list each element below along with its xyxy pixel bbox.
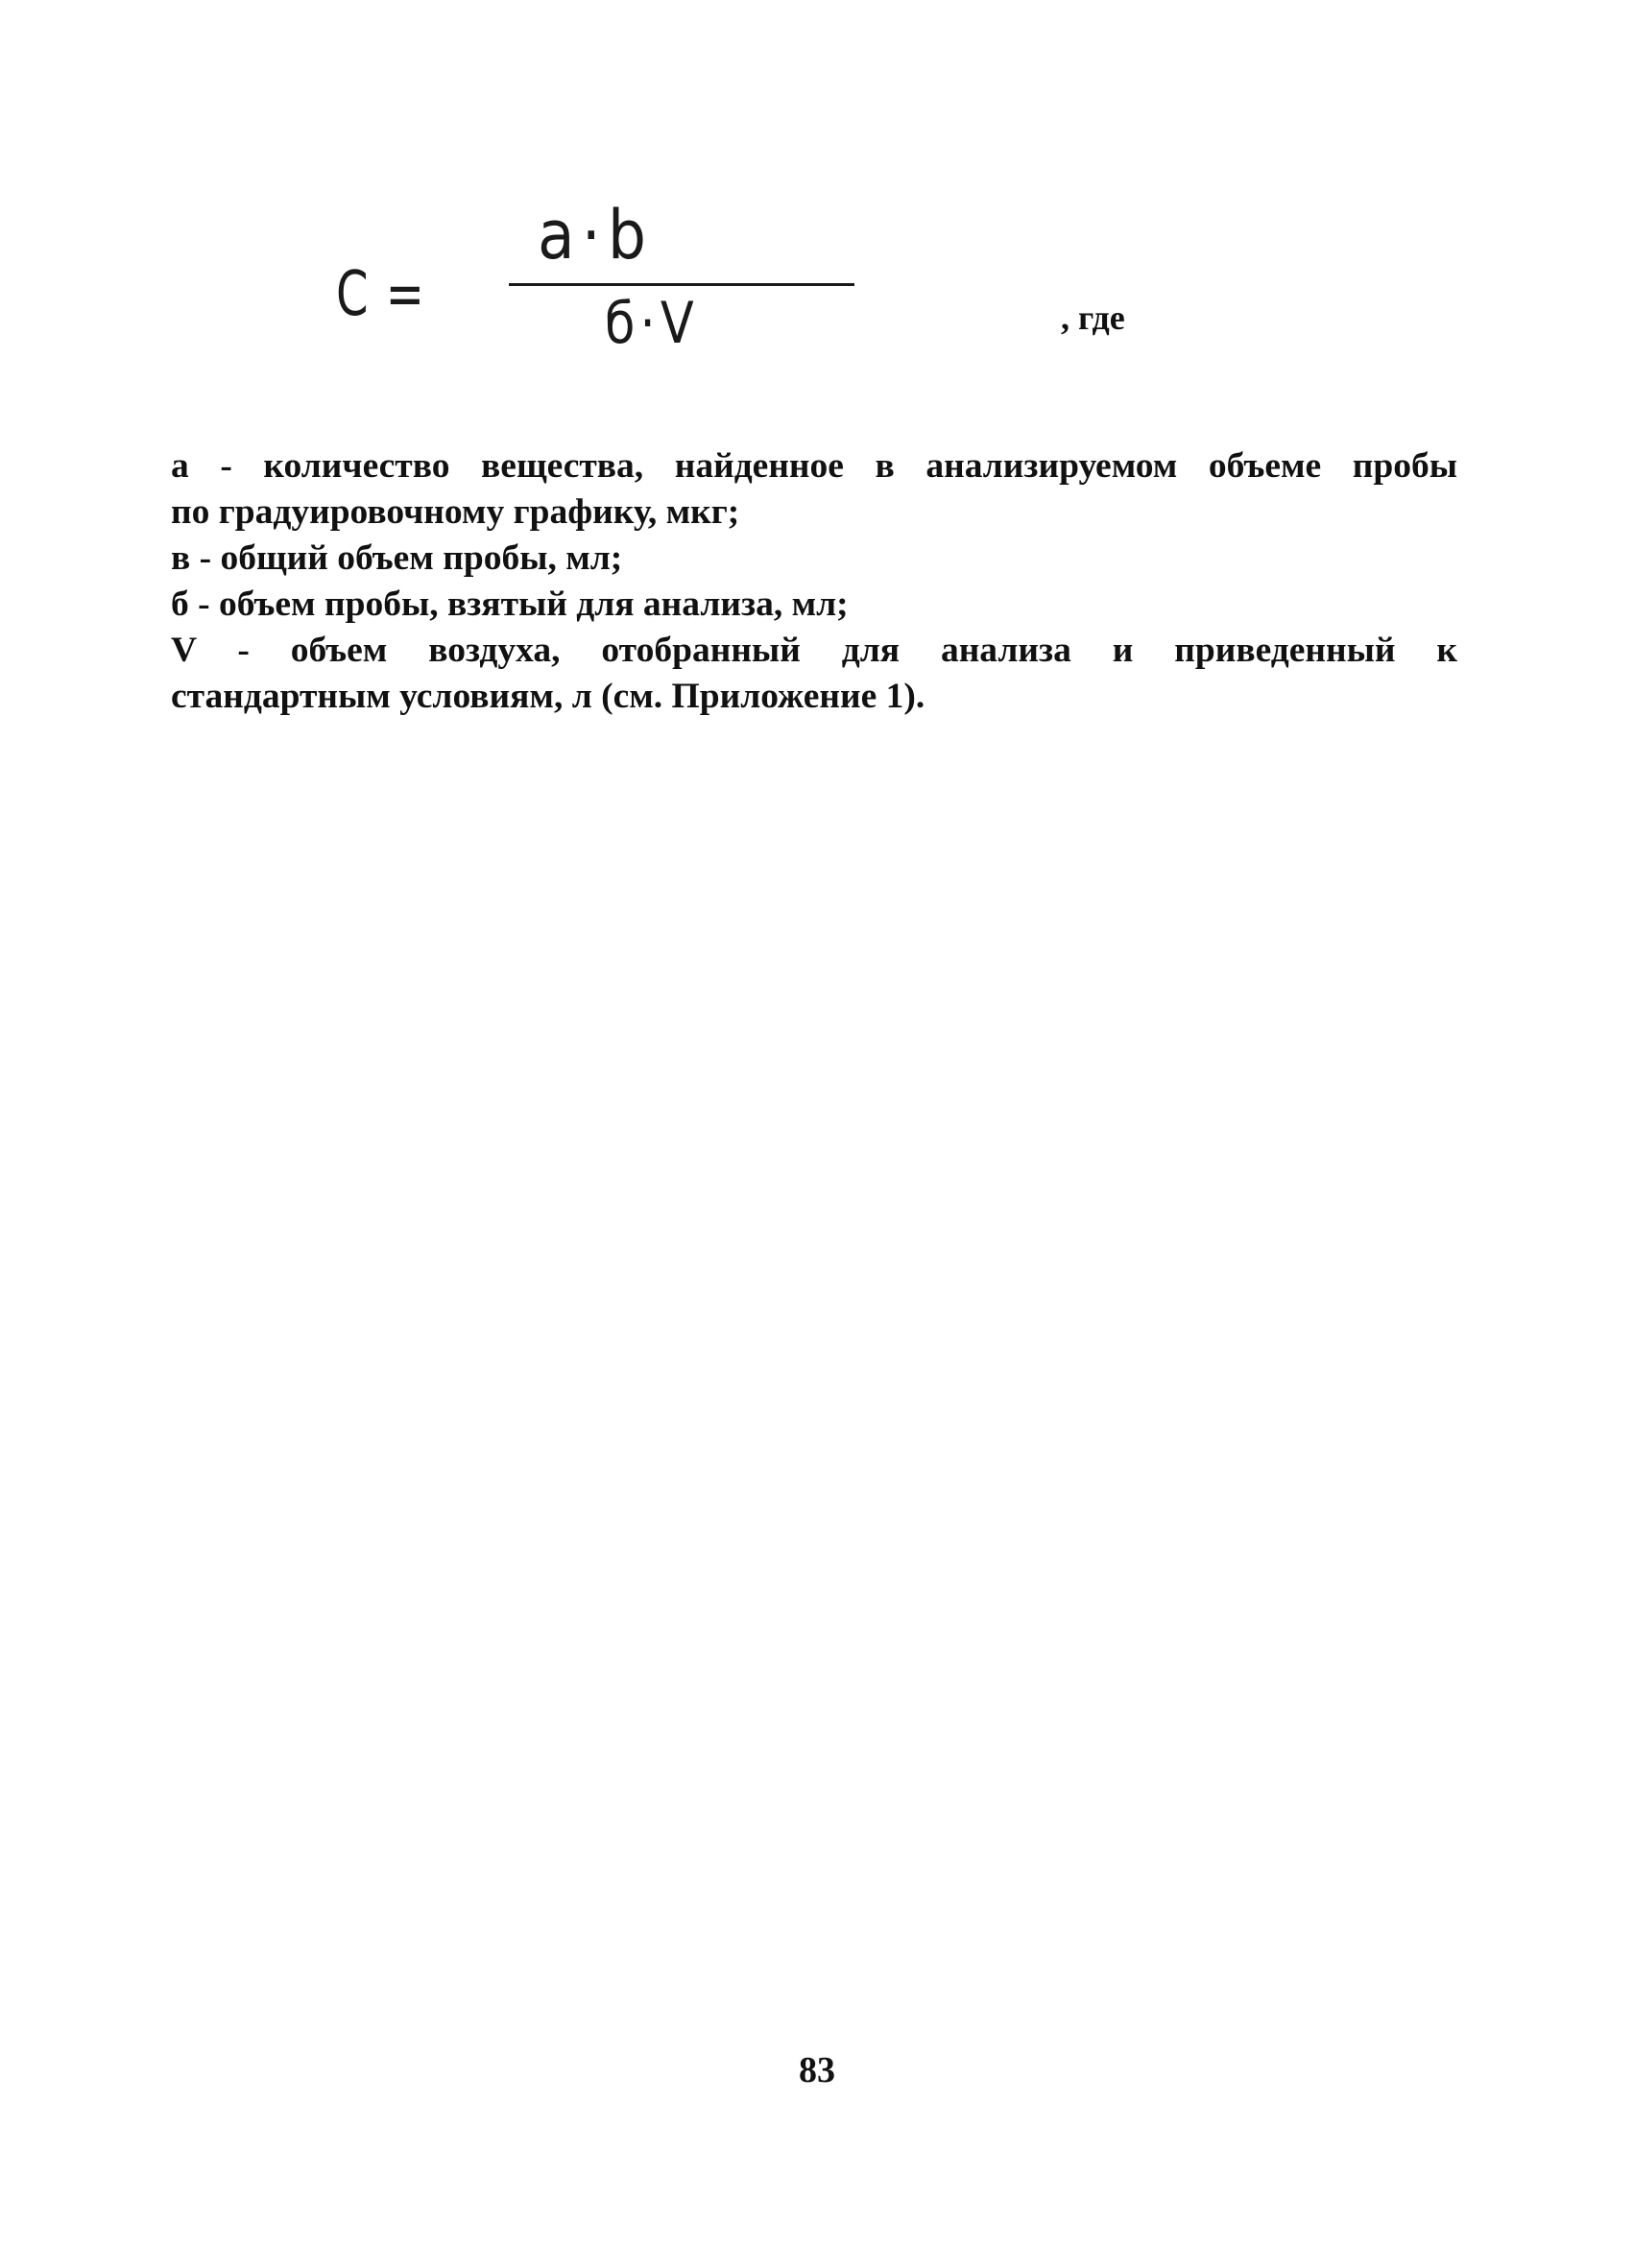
definition-line: а - количество вещества, найденное в анализируемом объеме пробы: [171, 446, 1457, 486]
definition-line: в - общий объем пробы, мл;: [171, 538, 623, 578]
definition-line: по градуировочному графику, мкг;: [171, 492, 740, 532]
fraction-bar: [509, 283, 854, 286]
page-number: 83: [799, 2050, 835, 2090]
formula-numerator: a·b: [538, 196, 654, 275]
concentration-formula: [317, 182, 1181, 374]
definition-line: б - объем пробы, взятый для анализа, мл;: [171, 585, 849, 624]
definition-line: стандартным условиям, л (см. Приложение 1).: [171, 677, 925, 716]
formula-where-label: , где: [1061, 298, 1125, 337]
variable-definitions: [171, 443, 1457, 720]
definition-line: V - объем воздуха, отобранный для анализа и приведенный к: [171, 631, 1457, 670]
formula-denominator: б·V: [605, 290, 699, 357]
formula-lhs: C =: [336, 259, 426, 330]
